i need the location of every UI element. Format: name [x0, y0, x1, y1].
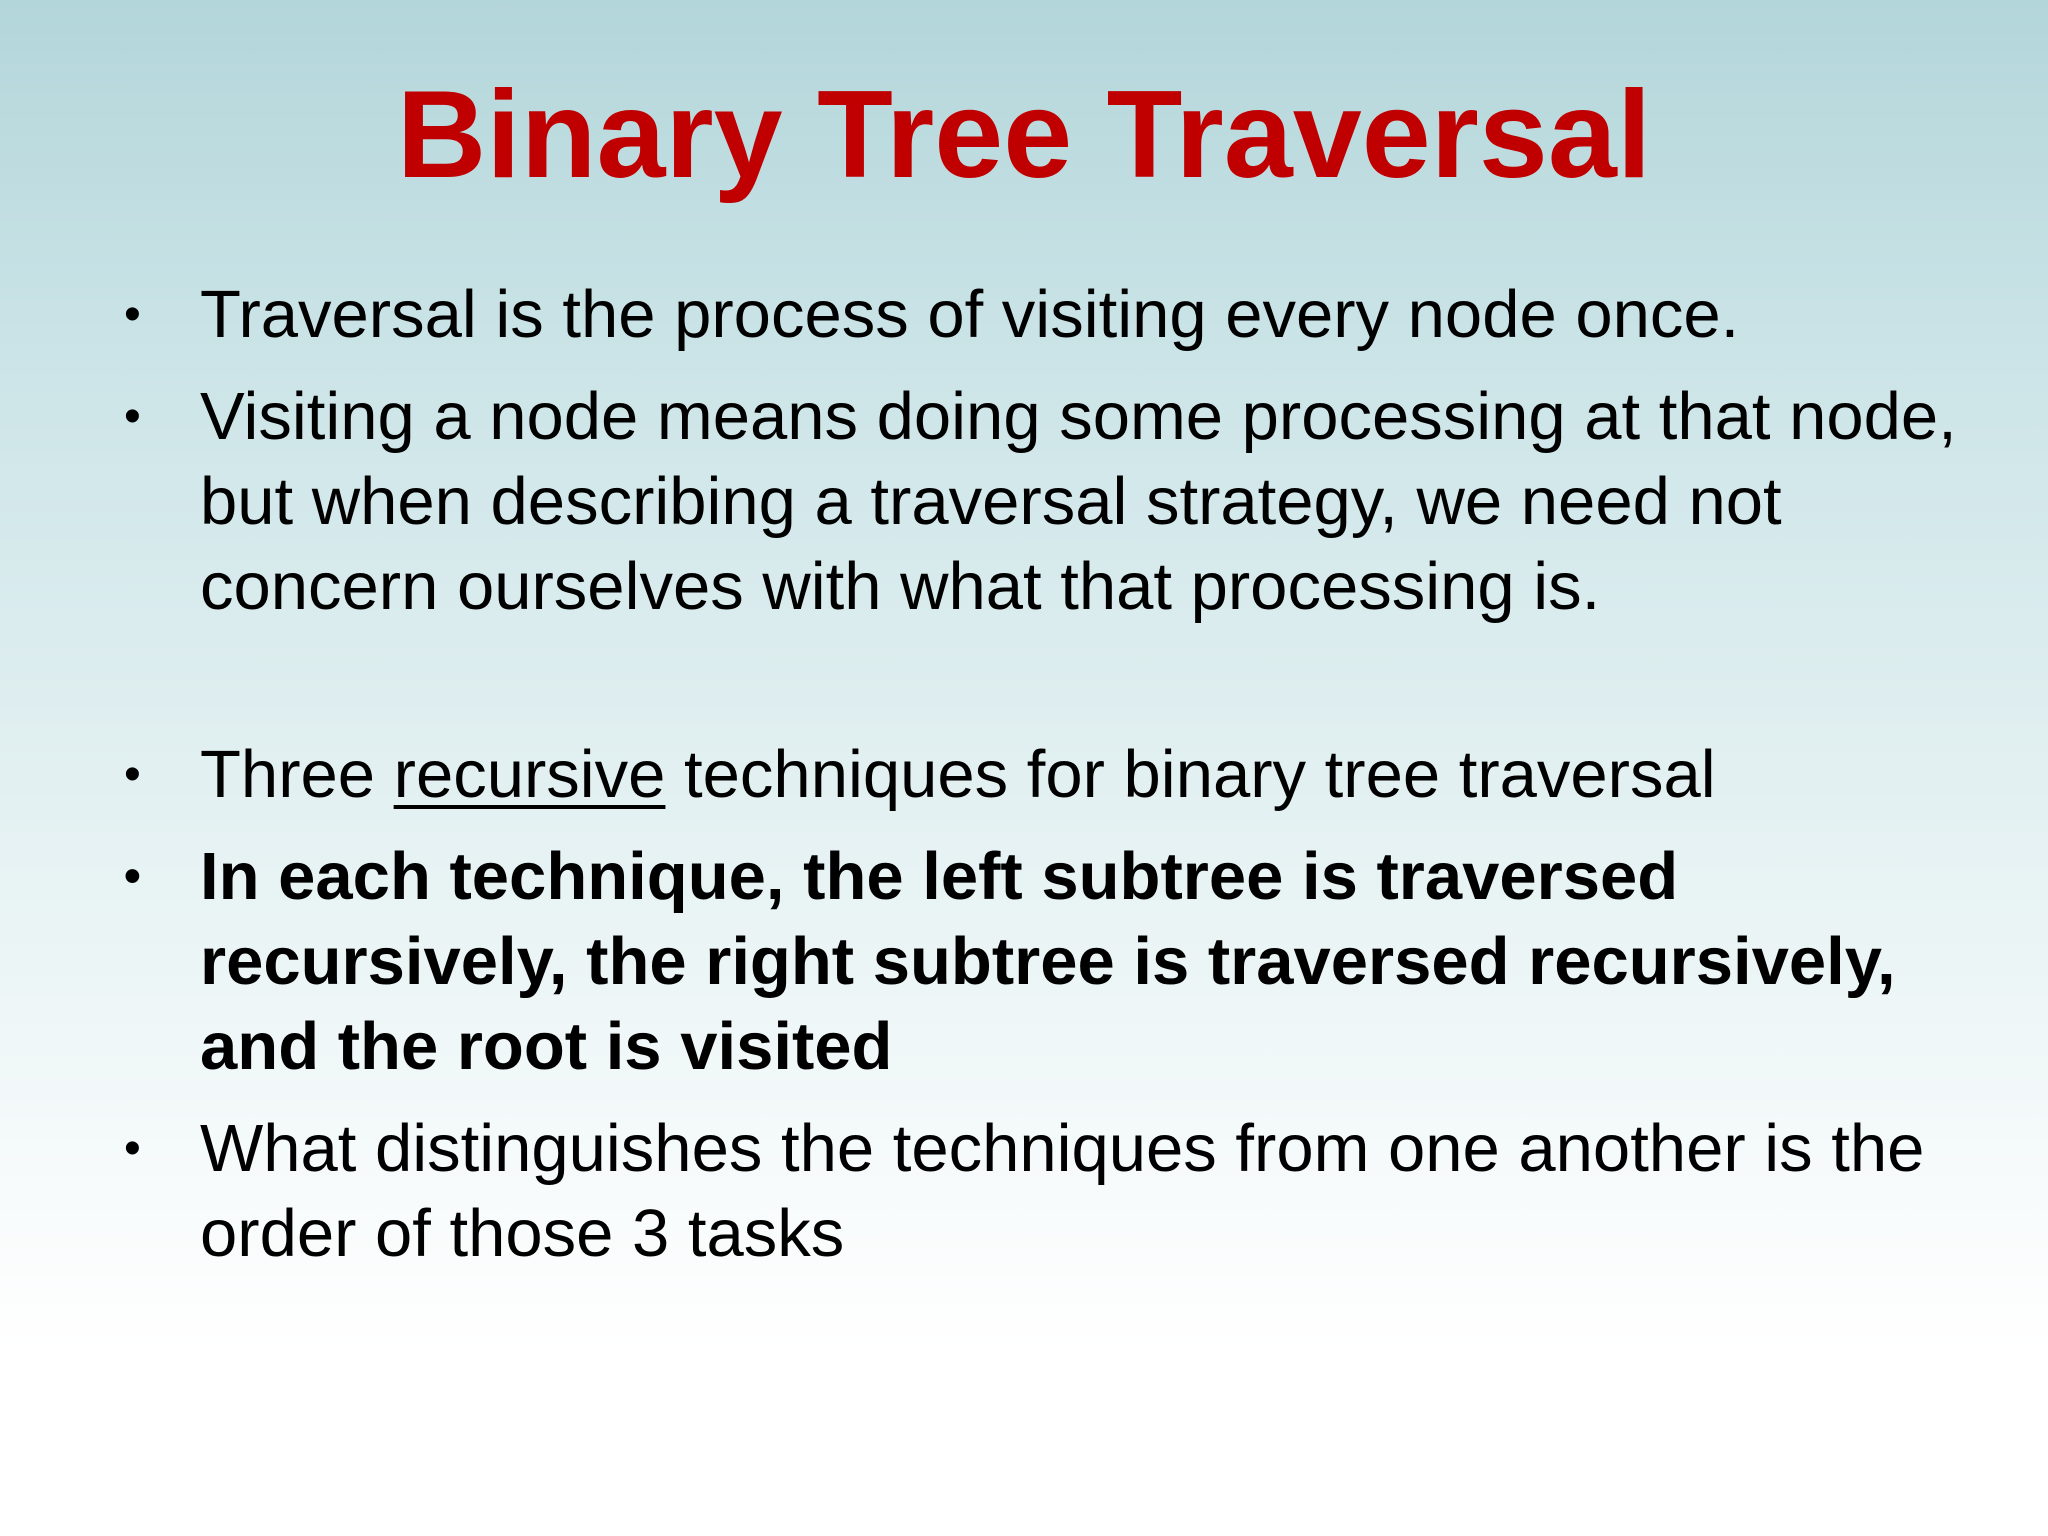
- bullet-dot-icon: •: [124, 850, 141, 903]
- bullet-dot-icon: •: [124, 748, 141, 801]
- bullet-item: [124, 374, 1960, 629]
- bullet-item: [124, 1106, 1960, 1276]
- underlined-word: recursive: [393, 737, 666, 812]
- bullet-text: Visiting a node means doing some processing at that node, but when describing a traversal strategy, we need not concern ourselves with what that processing is.: [200, 379, 1957, 624]
- bullet-item: [124, 834, 1960, 1089]
- bullet-dot-icon: •: [124, 1122, 141, 1175]
- bullet-text: Traversal is the process of visiting every node once.: [200, 277, 1740, 352]
- bullet-item: [124, 272, 1960, 357]
- bullet-text-after: techniques for binary tree traversal: [665, 737, 1716, 812]
- bullet-dot-icon: •: [124, 288, 141, 341]
- bullet-text: What distinguishes the techniques from one another is the order of those 3 tasks: [200, 1111, 1925, 1271]
- bullet-item: [124, 732, 1960, 817]
- bullet-text: In each technique, the left subtree is traversed recursively, the right subtree is traversed recursively, and the root is visited: [200, 839, 1896, 1084]
- bullet-dot-icon: •: [124, 390, 141, 443]
- slide-title: Binary Tree Traversal: [396, 66, 1652, 204]
- bullet-text-before: Three: [200, 737, 394, 812]
